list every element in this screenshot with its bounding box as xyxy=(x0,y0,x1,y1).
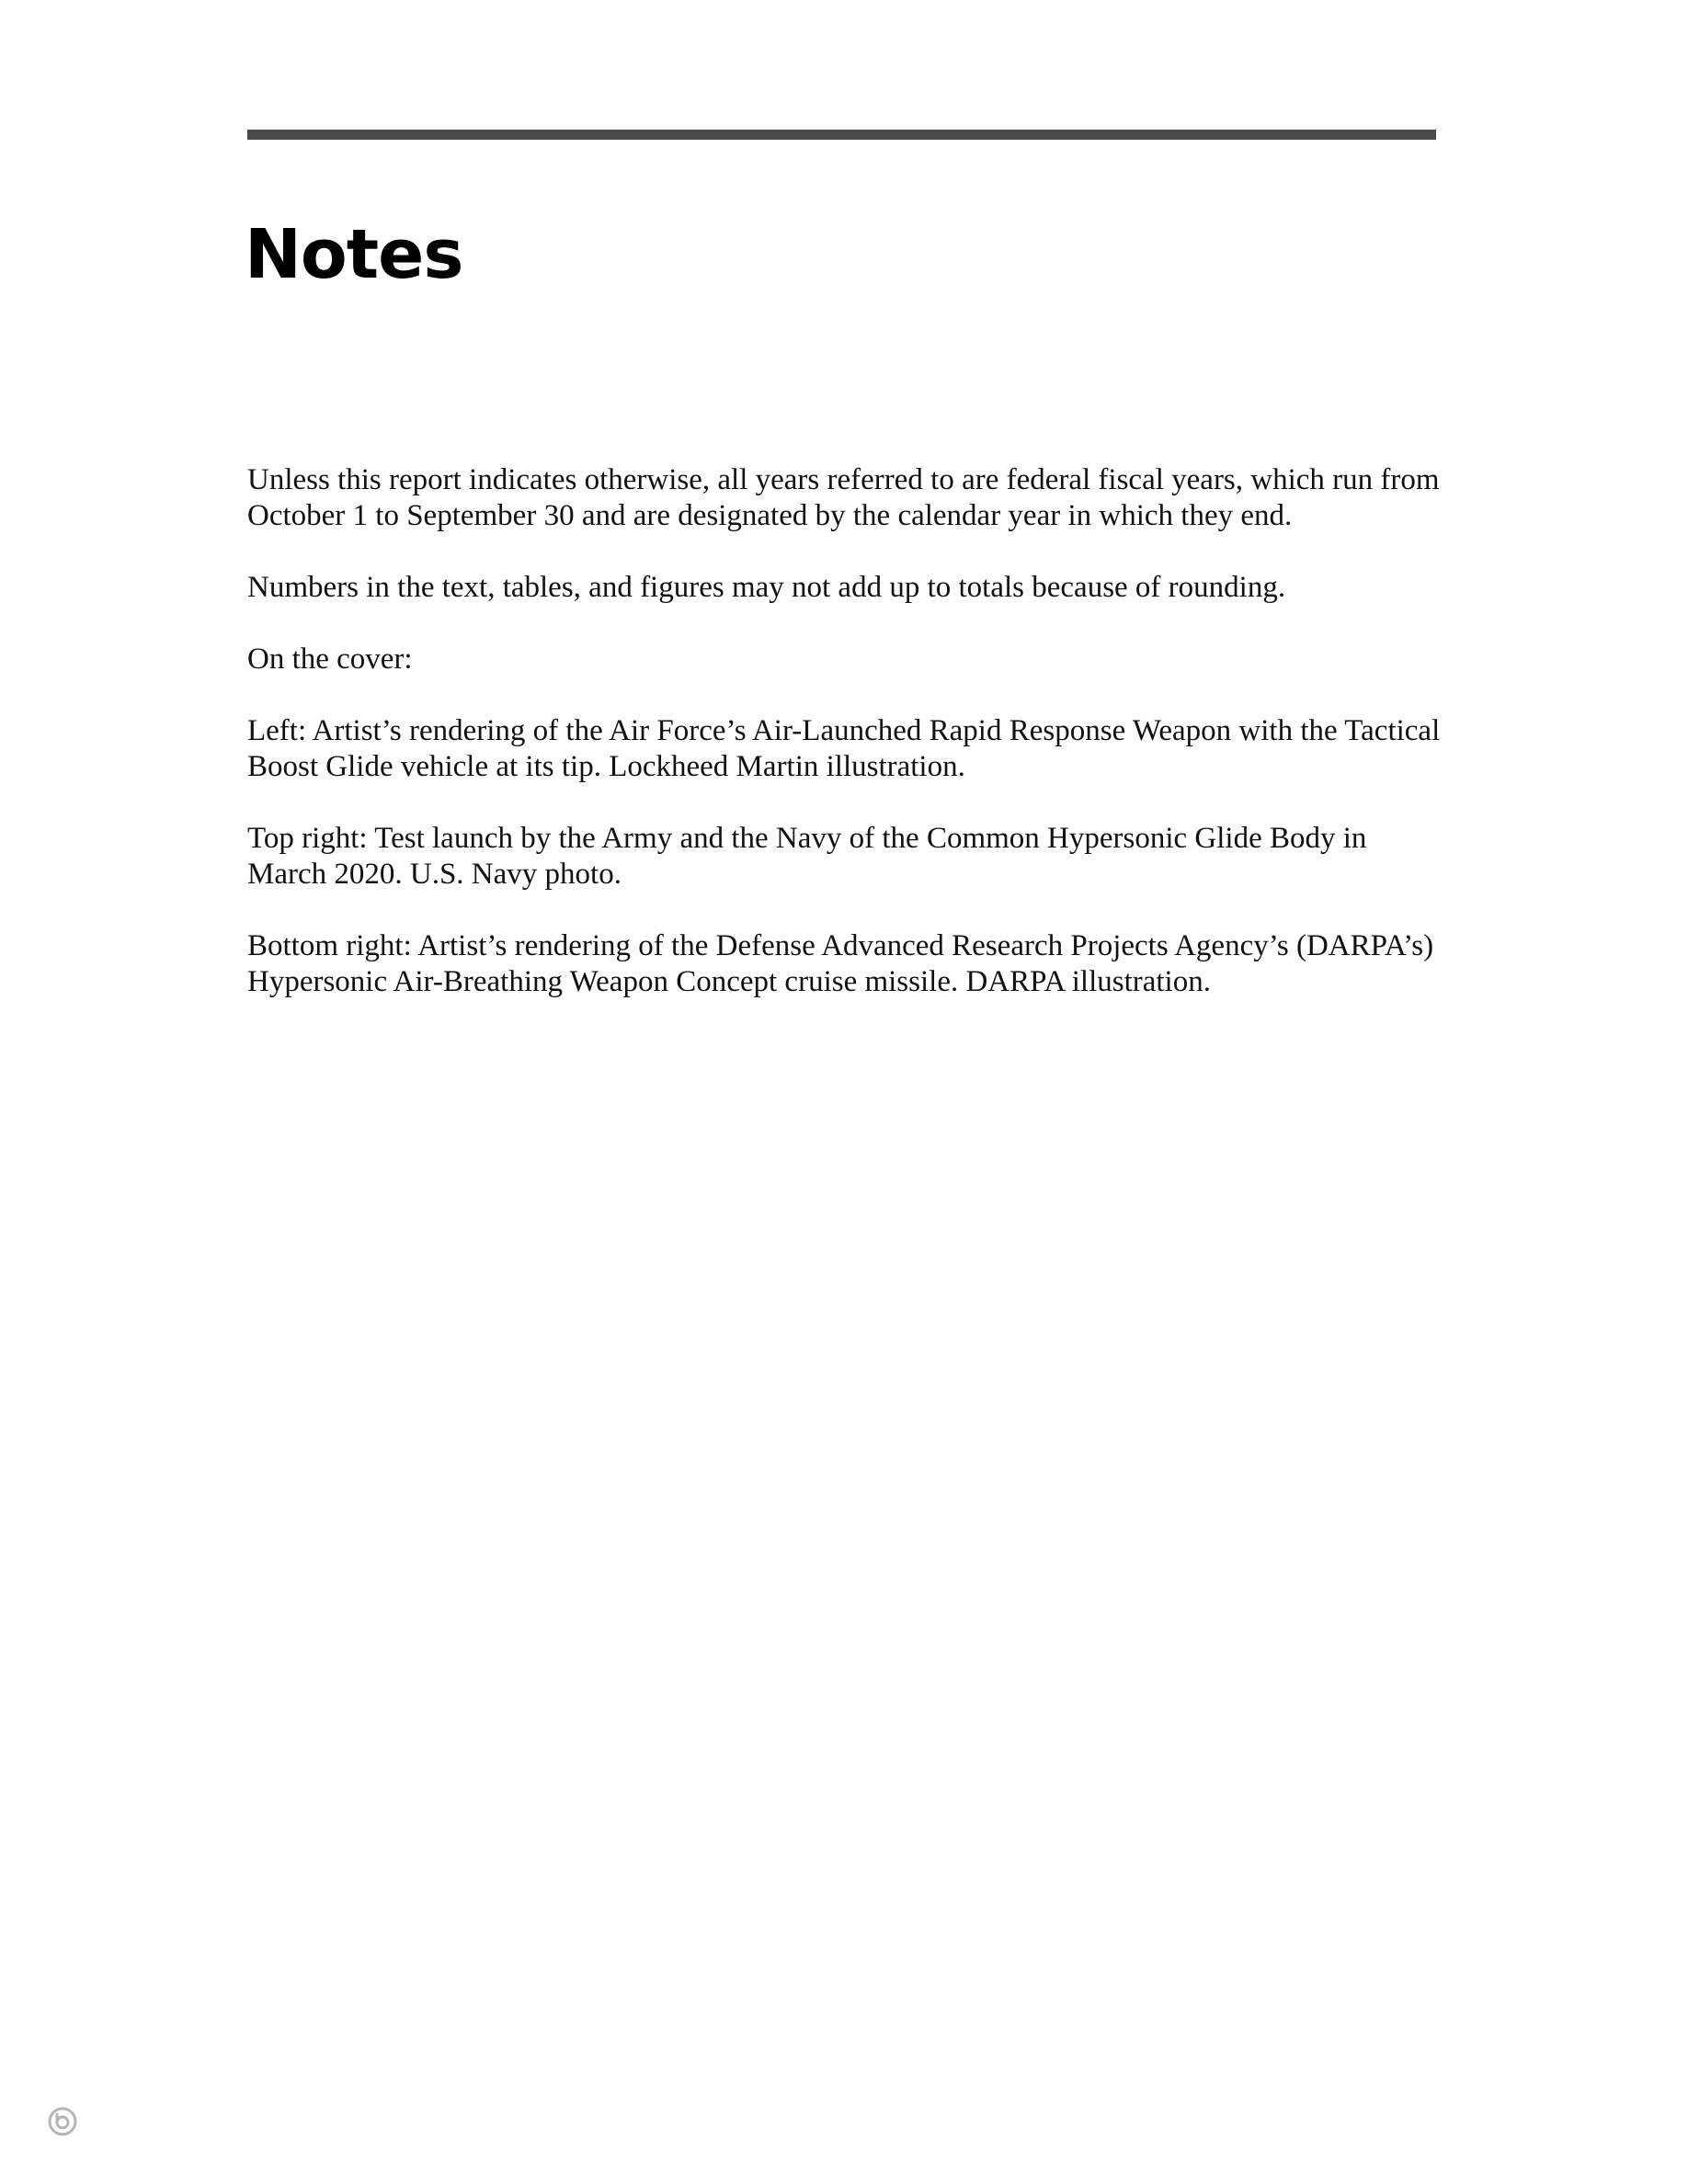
note-cover-left xyxy=(247,713,1443,785)
note-line: Hypersonic Air-Breathing Weapon Concept cruise missile. DARPA illustration. xyxy=(247,965,1211,998)
note-cover-bottom-right xyxy=(247,928,1443,1000)
note-line: Unless this report indicates otherwise, all years referred to are federal fiscal years, which run from xyxy=(247,463,1440,496)
note-cover-heading xyxy=(247,642,1443,677)
page-title: Notes xyxy=(245,215,463,294)
note-rounding xyxy=(247,570,1443,606)
note-line: Bottom right: Artist’s rendering of the Defense Advanced Research Projects Agency’s (DARPA’s) xyxy=(247,929,1434,962)
note-line: March 2020. U.S. Navy photo. xyxy=(247,858,622,891)
note-fiscal-years xyxy=(247,462,1443,534)
note-line: Boost Glide vehicle at its tip. Lockheed Martin illustration. xyxy=(247,750,965,783)
notes-body xyxy=(247,462,1443,1036)
note-cover-top-right xyxy=(247,821,1443,893)
top-rule-divider xyxy=(247,130,1436,140)
note-line: On the cover: xyxy=(247,643,413,676)
circular-logo-icon xyxy=(48,2107,77,2136)
note-line: Numbers in the text, tables, and figures may not add up to totals because of rounding. xyxy=(247,571,1286,604)
note-line: October 1 to September 30 and are designated by the calendar year in which they end. xyxy=(247,499,1293,532)
note-line: Left: Artist’s rendering of the Air Force’s Air-Launched Rapid Response Weapon with the Tactical xyxy=(247,714,1441,747)
note-line: Top right: Test launch by the Army and the Navy of the Common Hypersonic Glide Body in xyxy=(247,822,1367,855)
